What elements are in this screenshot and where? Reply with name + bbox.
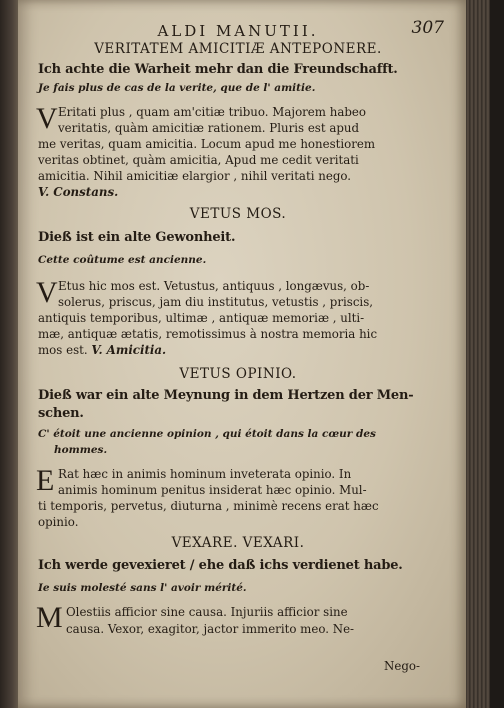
drop-cap-initial: V	[36, 102, 58, 135]
latin-line: veritatis, quàm amicitiæ rationem. Pluris est apud	[58, 121, 360, 135]
book-page	[18, 0, 466, 708]
french-phrase: hommes.	[54, 444, 108, 456]
running-header: ALDI MANUTII.	[157, 22, 319, 40]
german-phrase: Dieß war ein alte Meynung in dem Hertzen der Men-	[38, 388, 414, 403]
latin-line: mæ, antiquæ ætatis, remotissimus à nostra memoria hic	[38, 327, 378, 341]
french-phrase: Ie suis molesté sans l' avoir mérité.	[38, 582, 247, 594]
drop-cap-initial: M	[36, 601, 63, 634]
latin-line: solerus, priscus, jam diu institutus, vetustis , priscis,	[58, 295, 374, 309]
german-phrase: Ich achte die Warheit mehr dan die Freundschafft.	[38, 62, 398, 77]
book-binding-left	[0, 0, 20, 708]
french-phrase: C' étoit une ancienne opinion , qui étoit dans la cœur des	[38, 428, 376, 440]
french-phrase: Cette coûtume est ancienne.	[38, 254, 207, 266]
catchword: Nego-	[384, 659, 420, 673]
latin-line: veritas obtinet, quàm amicitia, Apud me cedit veritati	[38, 153, 359, 167]
latin-line: me veritas, quam amicitia. Locum apud me honestiorem	[38, 137, 376, 151]
latin-line: mos est.	[38, 343, 88, 357]
page-number: 307	[411, 18, 444, 38]
latin-line: ti temporis, pervetus, diuturna , minimè recens erat hæc	[38, 499, 379, 513]
latin-line: amicitia. Nihil amicitiæ elargior , nihil veritati nego.	[38, 169, 352, 183]
latin-line: Eritati plus , quam am'citiæ tribuo. Majorem habeo	[58, 105, 366, 119]
latin-line: causa. Vexor, exagitor, jactor immerito meo. Ne-	[66, 622, 355, 636]
german-phrase: Dieß ist ein alte Gewonheit.	[38, 230, 236, 245]
entry-title: VETUS MOS.	[189, 206, 287, 222]
entry-title: VETUS OPINIO.	[179, 366, 297, 382]
drop-cap-initial: V	[36, 276, 58, 309]
book-page-edges	[466, 0, 504, 708]
latin-line: animis hominum penitus insiderat hæc opinio. Mul-	[58, 483, 367, 497]
latin-line: Rat hæc in animis hominum inveterata opinio. In	[58, 467, 352, 481]
latin-line-with-reference	[38, 342, 166, 359]
cross-reference: V. Amicitia.	[91, 343, 167, 357]
german-phrase: schen.	[38, 406, 84, 421]
drop-cap-initial: E	[36, 464, 55, 497]
latin-line: antiquis temporibus, ultimæ , antiquæ memoriæ , ulti-	[38, 311, 365, 325]
cross-reference: V. Constans.	[38, 185, 119, 199]
latin-line: opinio.	[38, 515, 79, 529]
latin-line: Etus hic mos est. Vetustus, antiquus , longævus, ob-	[58, 279, 370, 293]
french-phrase: Je fais plus de cas de la verite, que de l' amitie.	[38, 82, 316, 94]
entry-title: VERITATEM AMICITIÆ ANTEPONERE.	[94, 41, 382, 57]
entry-title: VEXARE. VEXARI.	[171, 535, 305, 551]
german-phrase: Ich werde gevexieret / ehe daß ichs verdienet habe.	[38, 558, 403, 573]
latin-line: Olestiis afficior sine causa. Injuriis afficior sine	[66, 605, 348, 619]
